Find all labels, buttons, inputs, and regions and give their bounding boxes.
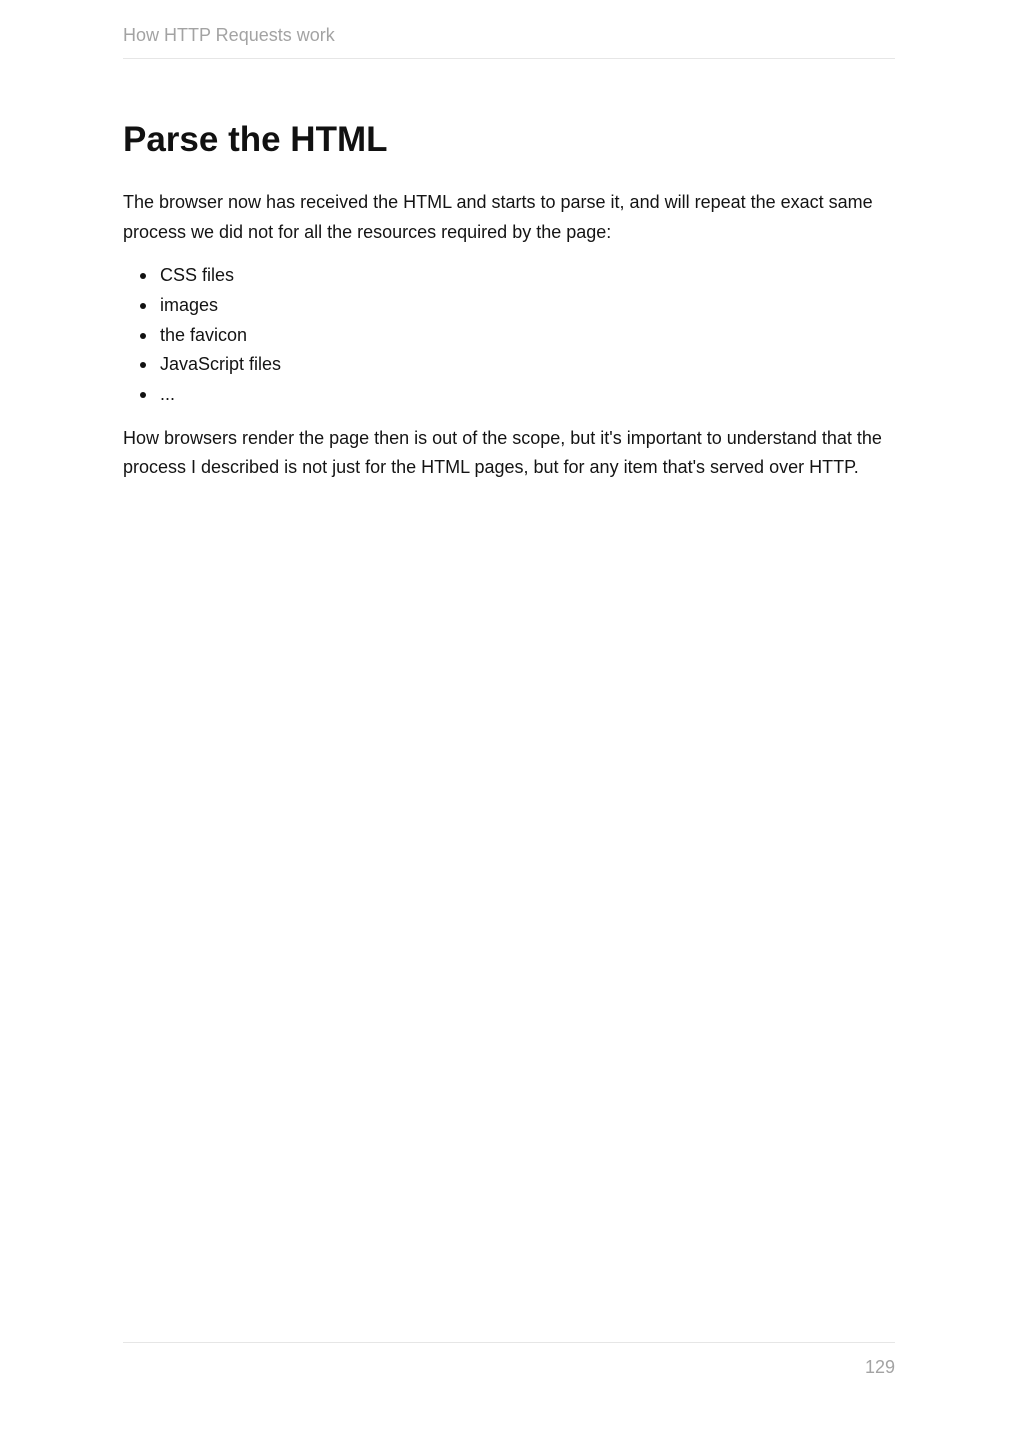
list-item: images	[123, 291, 895, 321]
resource-list	[123, 261, 895, 410]
page-number: 129	[864, 1357, 895, 1377]
list-item: CSS files	[123, 261, 895, 291]
list-item: the favicon	[123, 321, 895, 351]
page-footer	[123, 1342, 895, 1379]
list-item: ...	[123, 380, 895, 410]
list-item: JavaScript files	[123, 350, 895, 380]
page-header	[123, 22, 895, 59]
running-title: How HTTP Requests work	[123, 25, 335, 45]
closing-paragraph: How browsers render the page then is out of the scope, but it's important to understand that the process I described is not just for the HTML pages, but for any item that's served over HTTP.	[123, 427, 882, 478]
page-content	[123, 112, 895, 483]
section-heading: Parse the HTML	[123, 120, 388, 159]
intro-paragraph: The browser now has received the HTML and starts to parse it, and will repeat the exact same process we did not for all the resources required by the page:	[123, 192, 873, 242]
